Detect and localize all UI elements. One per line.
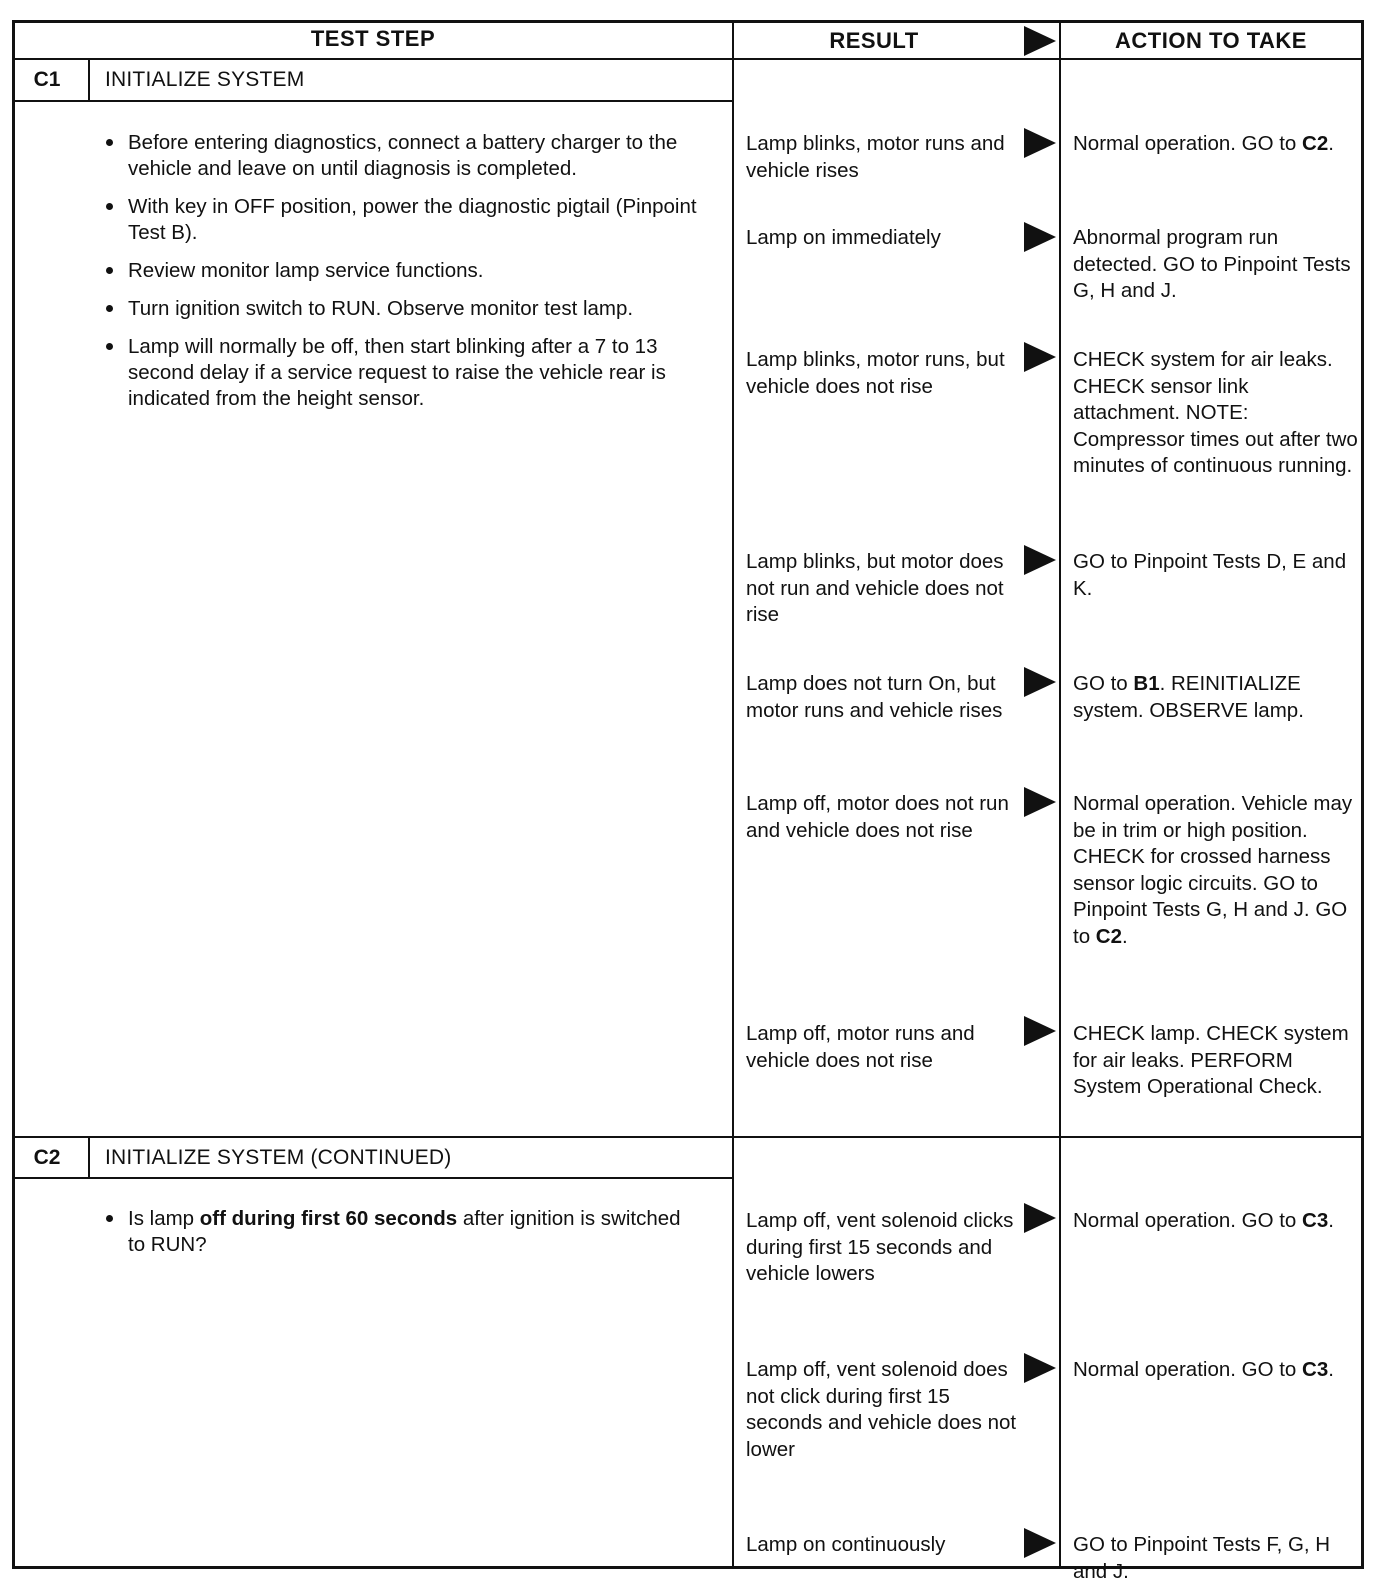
c2-id-divider xyxy=(88,1137,90,1179)
column-divider-action xyxy=(1059,20,1061,1569)
action-text: Normal operation. GO to C3. xyxy=(1073,1209,1334,1232)
action-text: GO to B1. REINITIALIZE system. OBSERVE lamp. xyxy=(1073,672,1304,722)
result-text: Lamp blinks, but motor does not run and vehicle does not rise xyxy=(746,550,1004,627)
arrow-icon xyxy=(1024,128,1056,158)
arrow-icon xyxy=(1024,545,1056,575)
action-text: CHECK system for air leaks. CHECK sensor link attachment. NOTE: Compressor times out after two minutes of continuous running. xyxy=(1073,348,1358,478)
result-text: Lamp off, motor does not run and vehicle does not rise xyxy=(746,792,1009,842)
table-border-top xyxy=(12,20,1364,23)
step-id-c1: C1 xyxy=(33,68,61,91)
result-text: Lamp blinks, motor runs, but vehicle does not rise xyxy=(746,348,1005,398)
result-text: Lamp on continuously xyxy=(746,1533,946,1556)
c1-instruction-item: With key in OFF position, power the diagnostic pigtail (Pinpoint Test B). xyxy=(102,194,702,246)
column-divider-result xyxy=(732,20,734,1569)
action-text: Abnormal program run detected. GO to Pinpoint Tests G, H and J. xyxy=(1073,226,1351,303)
action-text: CHECK lamp. CHECK system for air leaks. PERFORM System Operational Check. xyxy=(1073,1022,1349,1099)
header-divider xyxy=(12,58,1364,60)
c1-instruction-item: Turn ignition switch to RUN. Observe monitor test lamp. xyxy=(102,296,702,322)
table-border-right xyxy=(1361,20,1364,1569)
action-text: Normal operation. GO to C2. xyxy=(1073,132,1334,155)
arrow-icon xyxy=(1024,1528,1056,1558)
step-title-c2: INITIALIZE SYSTEM (CONTINUED) xyxy=(105,1146,452,1169)
step-id-c2: C2 xyxy=(33,1146,61,1169)
arrow-icon xyxy=(1024,342,1056,372)
c1-instruction-item: Review monitor lamp service functions. xyxy=(102,258,702,284)
c1-instruction-item: Before entering diagnostics, connect a battery charger to the vehicle and leave on until diagnosis is completed. xyxy=(102,130,702,182)
c1-instruction-item: Lamp will normally be off, then start blinking after a 7 to 13 second delay if a service request to raise the vehicle rear is indicated from the height sensor. xyxy=(102,334,702,412)
c1-instructions xyxy=(102,130,702,424)
result-text: Lamp off, vent solenoid clicks during first 15 seconds and vehicle lowers xyxy=(746,1209,1014,1286)
step-title-c1: INITIALIZE SYSTEM xyxy=(105,68,305,91)
action-text: Normal operation. GO to C3. xyxy=(1073,1358,1334,1381)
c2-title-bottom xyxy=(12,1177,734,1179)
table-border-left xyxy=(12,20,15,1569)
result-text: Lamp does not turn On, but motor runs and vehicle rises xyxy=(746,672,1003,722)
arrow-icon xyxy=(1024,222,1056,252)
arrow-icon xyxy=(1024,1016,1056,1046)
c1-title-bottom xyxy=(12,100,734,102)
result-text: Lamp blinks, motor runs and vehicle rises xyxy=(746,132,1005,182)
result-text: Lamp on immediately xyxy=(746,226,941,249)
arrow-icon xyxy=(1024,1353,1056,1383)
header-action: ACTION TO TAKE xyxy=(1115,28,1307,53)
c1-id-divider xyxy=(88,59,90,101)
action-text: Normal operation. Vehicle may be in trim or high position. CHECK for crossed harness sensor logic circuits. GO to Pinpoint Tests G, H and J. GO to C2. xyxy=(1073,792,1353,948)
c2-instructions xyxy=(102,1206,702,1270)
arrow-icon xyxy=(1024,667,1056,697)
header-test-step: TEST STEP xyxy=(310,26,436,51)
c2-question: Is lamp off during first 60 seconds after ignition is switched to RUN? xyxy=(102,1206,702,1258)
header-result: RESULT xyxy=(829,28,919,53)
section-divider xyxy=(12,1136,1364,1138)
arrow-icon xyxy=(1024,1203,1056,1233)
result-text: Lamp off, vent solenoid does not click during first 15 seconds and vehicle does not lower xyxy=(746,1358,1017,1461)
result-text: Lamp off, motor runs and vehicle does not rise xyxy=(746,1022,975,1072)
action-text: GO to Pinpoint Tests F, G, H and J. xyxy=(1073,1533,1331,1583)
header-arrow-icon xyxy=(1024,26,1056,56)
action-text: GO to Pinpoint Tests D, E and K. xyxy=(1073,550,1347,600)
arrow-icon xyxy=(1024,787,1056,817)
